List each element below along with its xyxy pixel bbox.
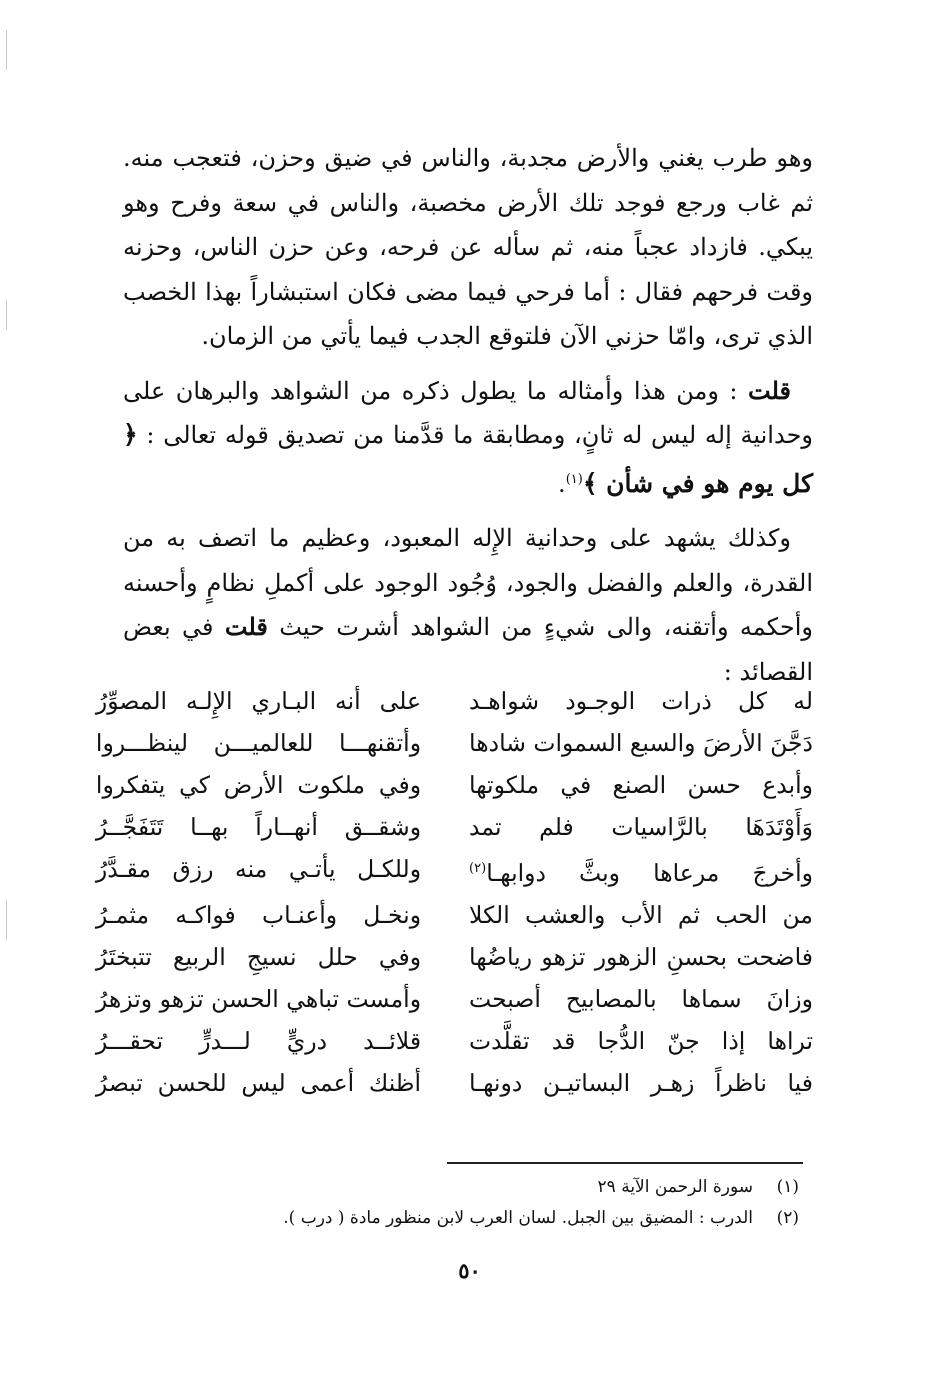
poem-second-hemistich: قلائــد دريٍّ لـــدرٍّ تحقـــرُ: [95, 1026, 422, 1055]
scan-edge-mark: [6, 900, 7, 940]
footnotes: [149, 1172, 799, 1234]
footnote-text: سورة الرحمن الآية ٢٩: [597, 1177, 753, 1197]
paragraph-2-text: : ومن هذا وأمثاله ما يطول ذكره من الشواهد والبرهان على وحدانية إله ليس له ثانٍ، ومطابقة ما قدَّمنا من تصديق قوله تعالى :: [123, 376, 813, 449]
paragraph-3: [123, 516, 813, 694]
paragraph-1: [123, 136, 813, 359]
quran-verse: ﴿ كل يوم هو في شأن ﴾: [123, 420, 813, 498]
poem-first-hemistich: فاضحت بحسنِ الزهور تزهو رياضُها: [469, 942, 813, 971]
poem-second-hemistich: وأتقنهـــا للعالميـــن لينظـــروا: [95, 729, 422, 757]
footnote-1: [149, 1172, 799, 1203]
poem-first-hemistich: وأبدع حسن الصنع في ملكوتها: [469, 771, 813, 799]
paragraph-1-text: وهو طرب يغني والأرض مجدبة، والناس في ضيق وحزن، فتعجب منه. ثم غاب ورجع فوجد تلك الأرض مخصبة، والناس في سعة وفرح وهو يبكي. فازداد عجباً منه، ثم سأله عن فرحه، وعن حزن الناس، وحزنه وقت فرحهم فقال : أما فرحي فيما مضى فكان استبشاراً بهذا الخصب الذي ترى، وامّا حزني الآن فلتوقع الجدب فيما يأتي من الزمان.: [123, 144, 813, 350]
poem-first-hemistich: وزانَ سماها بالمصابيح أصبحت: [469, 984, 813, 1013]
poem-first-hemistich: وَأَوْتَدَهَا بالرَّاسيات فلم تمد: [469, 813, 813, 841]
scan-edge-mark: [6, 300, 7, 330]
footnote-divider: [447, 1162, 803, 1164]
poem-second-hemistich: أظنك أعمى ليس للحسن تبصرُ: [95, 1068, 422, 1097]
footnote-ref-2: (٢): [469, 861, 487, 876]
footnote-text: الدرب : المضيق بين الجبل. لسان العرب لابن منظور مادة ( درب ).: [283, 1208, 753, 1228]
poem-first-hemistich: فيا ناظراً زهـر البساتيـن دونهـا: [469, 1068, 813, 1097]
body-text: [123, 136, 813, 694]
poem-first-hemistich: تراها إذا جنّ الدُّجا قد تقلَّدت: [469, 1026, 813, 1055]
footnote-number: (٢): [776, 1208, 799, 1228]
poem-first-hemistich: من الحب ثم الأب والعشب الكلا: [469, 900, 813, 929]
footnote-ref-1: (١): [565, 471, 583, 487]
qult-lead: قلت: [748, 375, 791, 405]
footnote-number: (١): [776, 1177, 799, 1197]
poem: [95, 680, 813, 1104]
paragraph-2-end: .: [558, 469, 566, 498]
poem-second-hemistich: على أنه البـاري الإِلـه المصوِّرُ: [95, 687, 422, 715]
poem-second-hemistich: وفي ملكوت الأرض كي يتفكروا: [95, 771, 422, 799]
poem-second-hemistich: وأمست تباهي الحسن تزهو وتزهرُ: [95, 984, 422, 1013]
scan-edge-mark: [6, 30, 7, 70]
paragraph-2: [123, 369, 813, 507]
poem-second-hemistich: وشقــق أنهــاراً بهــا تَتَفَجَّــرُ: [95, 813, 422, 841]
poem-second-hemistich: وفي حلل نسيجِ الربيع تتبختَرُ: [95, 942, 422, 971]
footnote-2: [149, 1203, 799, 1234]
poem-first-hemistich: دَجَّنَ الأرضَ والسبع السموات شادها: [469, 729, 813, 757]
poem-line-5-text: وأخرجَ مرعاها وبثَّ دوابهـا: [486, 858, 813, 887]
paragraph-3-end: في بعض القصائد :: [123, 613, 813, 686]
poem-first-hemistich: له كل ذرات الوجـود شواهـد: [469, 687, 813, 715]
poem-first-hemistich: [469, 848, 813, 894]
poem-second-hemistich: وللكـل يأتـي منه رزق مقـدَّرُ: [95, 855, 422, 883]
poem-second-hemistich: ونخـل وأعنـاب فواكـه مثمـرُ: [95, 900, 422, 929]
qult-lead-2: قلت: [224, 612, 268, 641]
page-number: ٥٠: [458, 1258, 481, 1283]
paragraph-3-text: وكذلك يشهد على وحدانية الإِله المعبود، وعظيم ما اتصف به من القدرة، والعلم والفضل والجود، وُجُود الوجود على أكملِ نظامٍ وأحسنه وأحكمه وأتقنه، والى شيءٍ من الشواهد أشرت حيث: [123, 524, 813, 641]
